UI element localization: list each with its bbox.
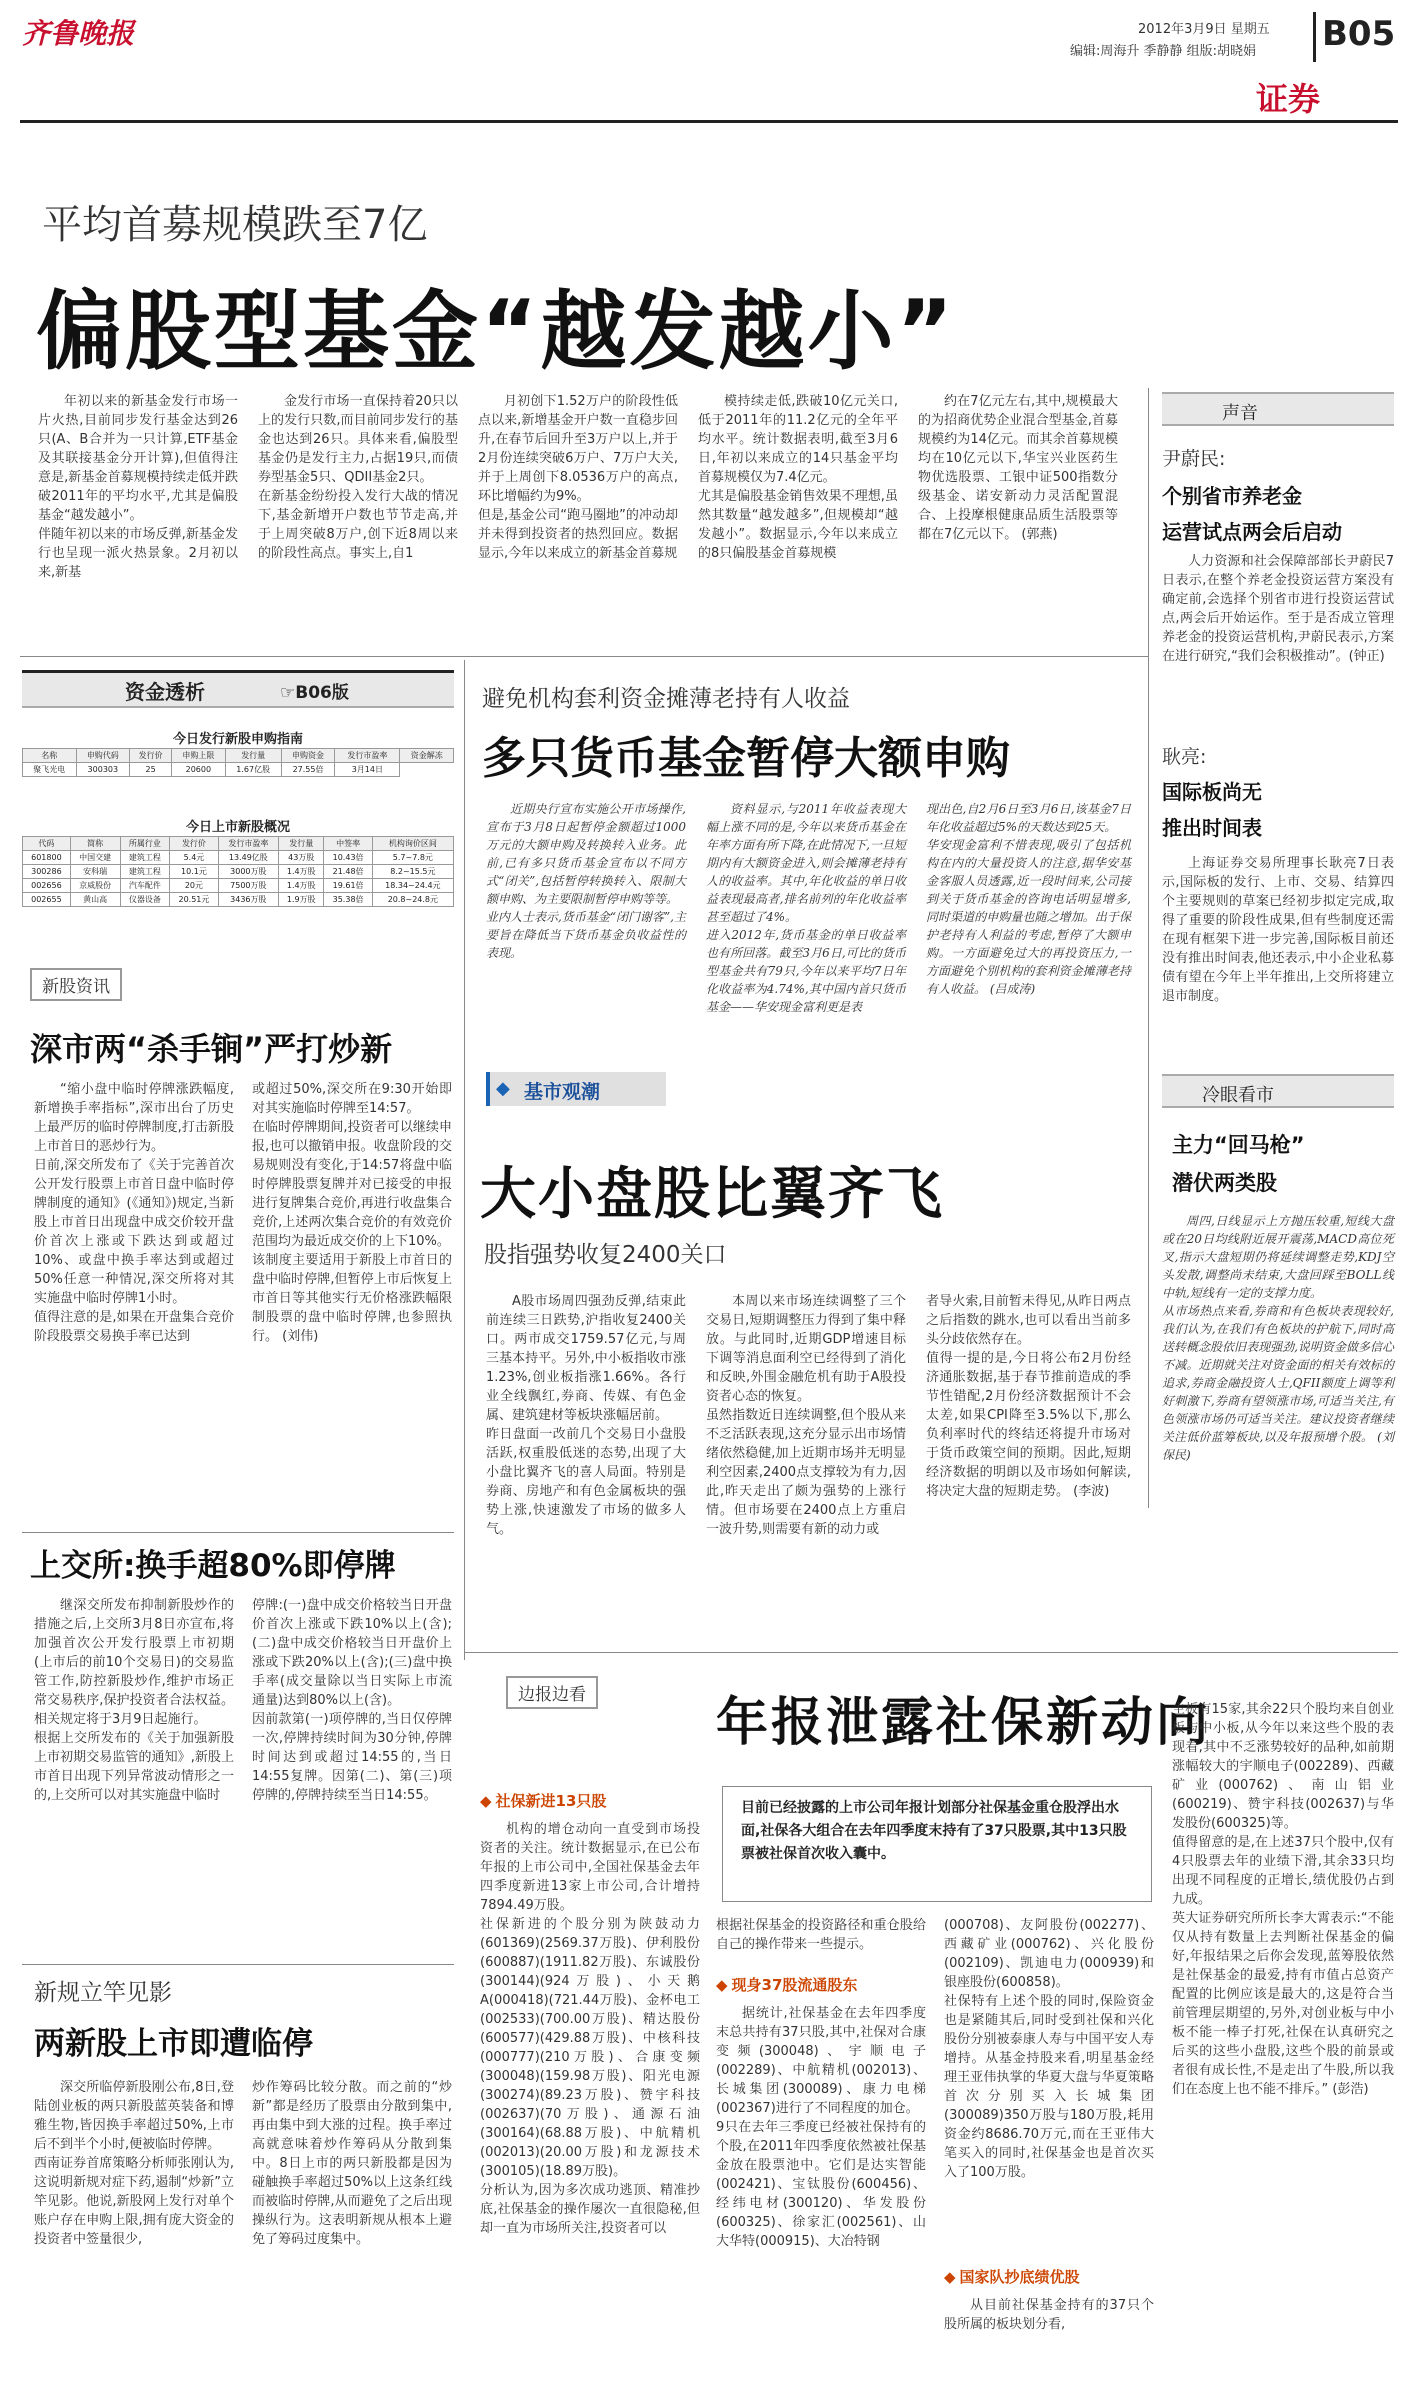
a1-col-5: 约在7亿元左右,其中,规模最大的为招商优势企业混合型基金,首募规模约为14亿元。而其余首募规模均在10亿元以下,华宝兴业医药生物优选股票、工银中证500指数分级基金、诺安新动力灵活配置混合、上投摩根健康品质生活股票等都在7亿元以下。 (郭燕) xyxy=(918,394,1118,542)
ipo-table-2-cell: 3436万股 xyxy=(218,893,279,907)
ipo-table-2-cell: 10.1元 xyxy=(170,865,218,879)
ipo-table-2-cell: 21.48倍 xyxy=(324,865,372,879)
page-number: B05 xyxy=(1322,14,1396,54)
ipo-table-2-cell: 20.8~24.8元 xyxy=(372,893,453,907)
a3-headline: 上交所:换手超80%即停牌 xyxy=(30,1548,396,1584)
voice-p2-body: 上海证券交易所理事长耿亮7日表示,国际板的发行、上市、交易、结算四个主要规则的草案已经初步拟定完成,取得了重要的阶段性成果,但有些制度还需在现有框架下进一步完善,国际板目前还没有推出时间表,他还表示,中小企业私募债有望在今年上半年推出,上交所将建立退市制度。 xyxy=(1162,856,1394,1004)
ipo-table-2-cell: 7500万股 xyxy=(218,879,279,893)
a2-col-2: 或超过50%,深交所在9:30开始即对其实施临时停牌至14:57。 在临时停牌期间,投资者可以继续申报,也可以撤销申报。收盘阶段的交易规则没有变化,于14:57将盘中临时停牌股票复牌并对已接受的申报进行复牌集合竞价,再进行收盘集合竞价,上述两次集合竞价的有效竞价范围均为最近成交价的上下10%。 该制度主要适用于新股上市首日的盘中临时停牌,但暂停上市后恢复上市首日等其他实行无价格涨跌幅限制股票的盘中临时停牌,也参照执行。 (刘伟) xyxy=(252,1082,452,1344)
ipo-table-2-cell: 5.7~7.8元 xyxy=(372,851,453,865)
ipo-table-2-cell: 002656 xyxy=(23,879,71,893)
ipo-table-1-cell: 27.55倍 xyxy=(281,763,335,777)
a3-rule xyxy=(22,1964,454,1965)
a3-col-1: 继深交所发布抑制新股炒作的措施之后,上交所3月8日亦宣布,将加强首次公开发行股票上市初期(上市后的前10个交易日)的交易监管工作,防控新股炒作,维护市场正常交易秩序,保护投资者合法权益。相关规定将于3月9日起施行。 根据上交所发布的《关于加强新股上市初期交易监管的通知》,新股上市首日出现下列异常波动情形之一的,上交所可以对其实施盘中临时 xyxy=(34,1598,234,1803)
a7-col-3a: (000708)、友阿股份(002277)、西藏矿业(000762)、兴化股份(002109)、凯迪电力(000939)和银座股份(600858)。 社保特有上述个股的同时,保险资金也是紧随其后,同时受到社保和兴化股份分别被泰康人寿与中国平安人寿增持。从基金持股来看,明星基金经理王亚伟执掌的华夏大盘与华夏策略首次分别买入长城集团(300089)350万股与180万股,耗用资金约8686.70万元,而在王亚伟大笔买入的同时,社保基金也是首次买入了100万股。 xyxy=(944,1918,1154,2180)
ipo-table-1-header-cell: 申购代码 xyxy=(76,749,130,763)
ipo-table-1-header-cell: 名称 xyxy=(23,749,77,763)
a7-sub1: ◆ 社保新进13只股 xyxy=(480,1790,606,1811)
a1-headline: 偏股型基金“越发越小” xyxy=(36,282,957,382)
a6-headline: 大小盘股比翼齐飞 xyxy=(480,1162,944,1227)
a4-headline: 两新股上市即遭临停 xyxy=(34,2026,313,2062)
ipo-table-2-cell: 18.34~24.4元 xyxy=(372,879,453,893)
a2-rule xyxy=(22,1532,454,1533)
ipo-table-1-header-cell: 发行市盈率 xyxy=(335,749,400,763)
ipo-table-2-cell: 建筑工程 xyxy=(120,851,170,865)
ipo-table-2-cell: 20元 xyxy=(170,879,218,893)
ipo-table-2-cell: 安科瑞 xyxy=(70,865,120,879)
newstock-tag xyxy=(30,968,122,1001)
ipo-table-1-header-cell: 发行价 xyxy=(130,749,172,763)
a5-col-3: 现出色,自2月6日至3月6日,该基金7日年化收益超过5%的天数达到25天。 华安现金富利不惜表现,吸引了包括机构在内的大量投资人的注意,据华安基金客服人员透露,近一段时间来,公司接到关于货币基金的咨询电话明显增多,同时渠道的申购量也随之增加。出于保护老持有人利益的考虑,暂停了大额申购。一方面避免过大的再投资压力,一方面避免个别机构的套利资金摊薄老持有人收益。 (吕成涛) xyxy=(926,802,1131,996)
page-number-divider xyxy=(1313,12,1316,62)
watch-body: 周四,日线显示上方抛压较重,短线大盘或在20日均线附近展开震荡,MACD高位死叉,指示大盘短期仍将延续调整走势,KDJ空头发散,调整尚未结束,大盘回踩至BOLL线中轨,短线有一定的支撑力度。 从市场热点来看,券商和有色板块表现较好,我们认为,在我们有色板块的护航下,同时高送转概念股依旧表现强劲,说明资金做多信心不减。近期就关注对资金面的相关有效标的追求,券商金融投资人士,QFII额度上调等利好刺激下,券商有望领涨市场,可适当关注,有色领涨市场仍可适当关注。建议投资者继续关注低价蓝筹板块,以及年报预增个股。 (刘保民) xyxy=(1162,1214,1394,1462)
a2-headline: 深市两“杀手锏”严打炒新 xyxy=(30,1030,393,1068)
ipo-table-2-cell: 仪器设备 xyxy=(120,893,170,907)
masthead-rule xyxy=(20,120,1398,123)
ipo-table-1-title: 今日发行新股申购指南 xyxy=(172,732,303,747)
ipo-table-1-cell: 25 xyxy=(130,763,172,777)
ipo-table-2-header-cell: 所属行业 xyxy=(120,837,170,851)
newstock-tag-label: 新股资讯 xyxy=(30,968,122,1001)
voice-tag: 声音 xyxy=(1162,392,1394,426)
ipo-table-2-cell: 43万股 xyxy=(279,851,324,865)
a1-kicker: 平均首募规模跌至7亿 xyxy=(42,202,428,248)
watch-headline: 主力“回马枪” 潜伏两类股 xyxy=(1172,1133,1305,1195)
a7-lead-box: 目前已经披露的上市公司年报计划部分社保基金重仓股浮出水面,社保各大组合在去年四季度末持有了37只股票,其中13只股票被社保首次收入囊中。 xyxy=(722,1786,1152,1902)
ipo-table-2-cell: 中国交建 xyxy=(70,851,120,865)
ipo-table-1-header-cell: 发行量 xyxy=(225,749,281,763)
a7-sub3: ◆ 国家队抄底绩优股 xyxy=(944,2266,1080,2287)
ipo-table-2-cell: 10.43倍 xyxy=(324,851,372,865)
ipo-table-2-header-cell: 中签率 xyxy=(324,837,372,851)
ipo-table-1-cell: 3月14日 xyxy=(335,763,400,777)
ipo-table-1-header-cell: 资金解冻 xyxy=(400,749,454,763)
date-line: 2012年3月9日 星期五 xyxy=(1138,22,1270,37)
ipo-table-2-header-cell: 简称 xyxy=(70,837,120,851)
ipo-table-2-cell: 8.2~15.5元 xyxy=(372,865,453,879)
ipo-table-2-cell: 3000万股 xyxy=(218,865,279,879)
a3-col-2: 停牌:(一)盘中成交价格较当日开盘价首次上涨或下跌10%以上(含);(二)盘中成交价格较当日开盘价上涨或下跌20%以上(含);(三)盘中换手率(成交量除以当日实际上市流通量)达到80%以上(含)。 因前款第(一)项停牌的,当日仅停牌一次,停牌持续时间为30分钟,停牌时间达到或超过14:55的,当日14:55复牌。因第(二)、第(三)项停牌的,停牌持续至当日14:55。 xyxy=(252,1598,452,1803)
ipo-table-2-cell: 京威股份 xyxy=(70,879,120,893)
trend-tag xyxy=(486,1072,666,1106)
a1-col-3: 月初创下1.52万户的阶段性低点以来,新增基金开户数一直稳步回升,在春节后回升至3万户以上,并于2月份连续突破6万户、7万户大关,并于上周创下8.0536万户的高点,环比增幅约为9%。 但是,基金公司“跑马圈地”的冲动却并未得到投资者的热烈回应。数据显示,今年以来成立的新基金首募规 xyxy=(478,394,678,561)
a5-col-1: 近期央行宣布实施公开市场操作,宣布于3月8日起暂停金额超过1000万元的大额申购及转换转入业务。此前,已有多只货币基金宣布以不同方式“闭关”,包括暂停转换转入、限制大额申购、为主要限制暂停申购等等。 业内人士表示,货币基金“闭门谢客”,主要旨在降低当下货币基金负收益性的表现。 xyxy=(486,802,686,960)
a4-col-1: 深交所临停新股刚公布,8日,登陆创业板的两只新股蓝英装备和博雅生物,皆因换手率超过50%,上市后不到半个小时,便被临时停牌。 西南证券首席策略分析师张刚认为,这说明新规对症下药,遏制“炒新”立竿见影。他说,新股网上发行对单个账户存在申购上限,拥有庞大资金的投资者中签量很少, xyxy=(34,2080,234,2247)
a6-col-2: 本周以来市场连续调整了三个交易日,短期调整压力得到了集中释放。与此同时,近期GDP增速目标下调等消息面利空已经得到了消化和反映,外围金融危机有助于A股投资者心态的恢复。 虽然指数近日连续调整,但个股从来不乏活跃表现,这充分显示出市场情绪依然稳健,加上近期市场并无明显利空因素,2400点支撑较为有力,因此,昨天走出了颇为强势的上涨行情。但市场要在2400点上方重启一波升势,则需要有新的动力或 xyxy=(706,1294,906,1537)
ipo-table-2-header-cell: 发行价 xyxy=(170,837,218,851)
a5-headline: 多只货币基金暂停大额申购 xyxy=(482,733,1010,784)
watch-tag: 冷眼看市 xyxy=(1162,1074,1394,1108)
a6-col-1: A股市场周四强劲反弹,结束此前连续三日跌势,沪指收复2400关口。两市成交1759.57亿元,与周三基本持平。另外,中小板指收市涨1.23%,创业板指涨1.66%。各行业全线飘红,券商、传媒、有色金属、建筑建材等板块涨幅居前。 昨日盘面一改前几个交易日小盘股活跃,权重股低迷的态势,出现了大小盘比翼齐飞的喜人局面。特别是券商、房地产和有色金属板块的强势上涨,快速激发了市场的做多人气。 xyxy=(486,1294,686,1537)
a7-col-2b: 据统计,社保基金在去年四季度末总共持有37只股,其中,社保对合康变频(300048)、宇顺电子(002289)、中航精机(002013)、长城集团(300089)、康力电梯(002367)进行了不同程度的加仓。 9只在去年三季度已经被社保持有的个股,在2011年四季度依然被社保基金放在股票池中。它们是达实智能(002421)、宝钛股份(600456)、经纬电材(300120)、华发股份(600325)、徐家汇(002561)、山大华特(000915)、大冶特钢 xyxy=(716,2006,926,2249)
ipo-table-2 xyxy=(22,836,454,907)
ipo-table-2-cell: 建筑工程 xyxy=(120,865,170,879)
ipo-table-1-header-cell: 申购资金 xyxy=(281,749,335,763)
mid-divider xyxy=(464,660,465,1660)
voice-p1-body: 人力资源和社会保障部部长尹蔚民7日表示,在整个养老金投资运营方案没有确定前,会选择个别省市进行投资运营试点,两会后开始运作。至于是否成立管理养老金的投资运营机构,尹蔚民表示,方案在进行研究,“我们会积极推动”。(钟正) xyxy=(1162,554,1394,664)
ipo-table-2-cell: 汽车配件 xyxy=(120,879,170,893)
ipo-table-1-cell: 300303 xyxy=(76,763,130,777)
ipo-table-2-cell: 35.38倍 xyxy=(324,893,372,907)
ipo-table-2-header-cell: 发行市盈率 xyxy=(218,837,279,851)
ipo-table-1 xyxy=(22,748,454,777)
ipo-table-2-cell: 300286 xyxy=(23,865,71,879)
a6-col-3: 者导火索,目前暂未得见,从昨日两点之后指数的跳水,也可以看出当前多头分歧依然存在。 值得一提的是,今日将公布2月份经济通胀数据,基于春节推前造成的季节性错配,2月份经济数据预计不会太差,如果CPI降至3.5%以下,那么负利率时代的终结还将提升市场对于货币政策空间的预期。因此,短期经济数据的明朗以及市场如何解读,将决定大盘的短期走势。 (李波) xyxy=(926,1294,1131,1499)
a4-kicker: 新规立竿见影 xyxy=(34,1980,172,2006)
ipo-table-1-cell: 1.67亿股 xyxy=(225,763,281,777)
a1-col-4: 模持续走低,跌破10亿元关口,低于2011年的11.2亿元的全年平均水平。统计数据表明,截至3月6日,年初以来成立的14只基金平均首募规模仅为7.4亿元。 尤其是偏股基金销售效果不理想,虽然其数量“越发越多”,但规模却“越发越小”。数据显示,今年以来成立的8只偏股基金首募规模 xyxy=(698,394,898,561)
a6-rule xyxy=(464,1652,1398,1653)
ipo-table-2-header-cell: 发行量 xyxy=(279,837,324,851)
ipo-table-1-cell: 20600 xyxy=(172,763,226,777)
voice-p2-person: 耿亮: xyxy=(1162,746,1207,768)
ipo-table-2-cell: 19.61倍 xyxy=(324,879,372,893)
ipo-table-2-cell: 1.9万股 xyxy=(279,893,324,907)
section-name: 证券 xyxy=(1256,80,1321,118)
capital-ref: ☞B06版 xyxy=(280,683,349,703)
ipo-table-2-row xyxy=(23,893,454,907)
ipo-table-1-row xyxy=(23,763,454,777)
a7-col-2a: 根据社保基金的投资路径和重仓股给自己的操作带来一些提示。 xyxy=(716,1918,926,1952)
a7-headline: 年报泄露社保新动向 xyxy=(716,1693,1212,1753)
a6-kicker: 股指强势收复2400关口 xyxy=(484,1242,727,1268)
ipo-table-1-cell: 聚飞光电 xyxy=(23,763,77,777)
a7-sub2: ◆ 现身37股流通股东 xyxy=(716,1974,857,1995)
a7-col-4: 主板有15家,其余22只个股均来自创业板与中小板,从今年以来这些个股的表现看,其中不乏涨势较好的品种,如前期涨幅较大的宇顺电子(002289)、西藏矿业(000762)、南山铝业(600219)、赞宇科技(002637)与华发股份(600325)等。 值得留意的是,在上述37只个股中,仅有4只股票去年的业绩下滑,其余33只均出现不同程度的正增长,绩优股仍占到九成。 英大证券研究所所长李大霄表示:“不能仅从持有数量上去判断社保基金的偏好,年报结果之后你会发现,蓝筹股依然是社保基金的最爱,持有市值占总资产配置的比例应该是最大的,这是符合当前管理层期望的,另外,对创业板与中小板不能一棒子打死,社保在认真研究之后买的这些小盘股,这些个股的前景或者很有成长性,不是走出了牛股,所以我们在态度上也不能不排斥。” (彭浩) xyxy=(1172,1702,1394,2097)
capital-label: 资金透析 xyxy=(125,680,205,704)
voice-p1-title: 个别省市养老金 运营试点两会后启动 xyxy=(1162,484,1342,544)
voice-p2-title: 国际板尚无 推出时间表 xyxy=(1162,780,1262,840)
ipo-table-2-title: 今日上市新股概况 xyxy=(185,820,290,835)
a5-col-2: 资料显示,与2011年收益表现大幅上涨不同的是,今年以来货币基金在年率方面有所下降,在此情况下,一旦短期内有大额资金进入,则会摊薄老持有人的收益率。其中,年化收益的单日收益表现最高者,排名前列的年化收益率甚至超过了4%。 进入2012年,货币基金的单日收益率也有所回落。截至3月6日,可比的货币型基金共有79只,今年以来平均7日年化收益率为4.74%,其中国内首只货币基金——华安现金富利更是表 xyxy=(706,802,906,1014)
a7-col-1: 机构的增仓动向一直受到市场投资者的关注。统计数据显示,在已公布年报的上市公司中,全国社保基金去年四季度新进13家上市公司,合计增持7894.49万股。 社保新进的个股分别为陕鼓动力(601369)(2569.37万股)、伊利股份(600887)(1911.82万股)、东诚股份(300144)(924万股)、小天鹅A(000418)(721.44万股)、金杯电工(002533)(700.00万股)、精达股份(600577)(429.88万股)、中核科技(000777)(210万股)、合康变频(300048)(159.98万股)、阳光电源(300274)(89.23万股)、赞宇科技(002637)(70万股)、通源石油(300164)(68.88万股)、中航精机(002013)(20.00万股)和龙源技术(300105)(18.89万股)。 分析认为,因为多次成功逃顶、精准抄底,社保基金的操作屡次一直很隐秘,但却一直为市场所关注,投资者可以 xyxy=(480,1822,700,2236)
a1-col-2: 金发行市场一直保持着20只以上的发行只数,而目前同步发行的基金也达到26只。具体来看,偏股型基金仍是发行主力,占据19只,而债券型基金5只、QDII基金2只。 在新基金纷纷投入发行大战的情况下,基金新增开户数也节节走高,并于上周突破8万户,创下近8周以来的阶段性高点。事实上,自1 xyxy=(258,394,458,561)
ipo-table-2-row xyxy=(23,851,454,865)
ipo-table-2-cell: 13.49亿股 xyxy=(218,851,279,865)
ipo-table-2-cell: 20.51元 xyxy=(170,893,218,907)
voice-p1-person: 尹蔚民: xyxy=(1162,448,1226,470)
right-col-divider xyxy=(1148,388,1149,1508)
ipo-table-2-cell: 1.4万股 xyxy=(279,865,324,879)
a1-col-1: 年初以来的新基金发行市场一片火热,目前同步发行基金达到26只(A、B合并为一只计算,ETF基金及其联接基金分开计算),但值得注意是,新基金首募规模持续走低并跌破2011年的平均水平,尤其是偏股基金“越发越小”。 伴随年初以来的市场反弹,新基金发行也呈现一派火热景象。2月初以来,新基 xyxy=(38,394,238,580)
ipo-table-2-cell: 5.4元 xyxy=(170,851,218,865)
a4-col-2: 炒作筹码比较分散。而之前的“炒新”都是经历了股票由分散到集中,再由集中到大涨的过程。换手率过高就意味着炒作筹码从分散到集中。8日上市的两只新股都是因为碰触换手率超过50%以上这条红线而被临时停牌,从而避免了之后出现操纵行为。这表明新规从根本上避免了筹码过度集中。 xyxy=(252,2080,452,2247)
a2-col-1: “缩小盘中临时停牌涨跌幅度,新增换手率指标”,深市出台了历史上最严厉的临时停牌制度,打击新股上市首日的恶炒行为。 日前,深交所发布了《关于完善首次公开发行股票上市首日盘中临时停牌制度的通知》(《通知》)规定,当新股上市首日出现盘中成交价较开盘价首次上涨或下跌达到或超过10%、或盘中换手率达到或超过50%任意一种情况,深交所将对其实施盘中临时停牌1小时。 值得注意的是,如果在开盘集合竞价阶段股票交易换手率已达到 xyxy=(34,1082,234,1344)
ipo-table-1-header-cell: 申购上限 xyxy=(172,749,226,763)
ipo-table-2-header-cell: 机构询价区间 xyxy=(372,837,453,851)
editors-line: 编辑:周海升 季静静 组版:胡晓娟 xyxy=(1070,44,1257,59)
ipo-table-2-cell: 1.4万股 xyxy=(279,879,324,893)
masthead-logo: 齐鲁晚报 xyxy=(22,17,135,50)
a5-kicker: 避免机构套利资金摊薄老持有人收益 xyxy=(482,686,850,712)
ipo-table-2-cell: 601800 xyxy=(23,851,71,865)
a1-bottom-rule xyxy=(20,656,1148,657)
ipo-table-2-row xyxy=(23,865,454,879)
ipo-table-2-cell: 黄山高 xyxy=(70,893,120,907)
diamond-icon: ◆ xyxy=(496,1078,510,1099)
capital-bar xyxy=(22,670,454,708)
sidebar-tag xyxy=(506,1676,598,1709)
ipo-table-2-row xyxy=(23,879,454,893)
ipo-table-2-header-cell: 代码 xyxy=(23,837,71,851)
trend-tag-label: 基市观潮 xyxy=(524,1081,601,1103)
ipo-table-2-cell: 002655 xyxy=(23,893,71,907)
a7-col-3b: 从目前社保基金持有的37只个股所属的板块划分看, xyxy=(944,2298,1154,2332)
sidebar-tag-label: 边报边看 xyxy=(506,1676,598,1709)
